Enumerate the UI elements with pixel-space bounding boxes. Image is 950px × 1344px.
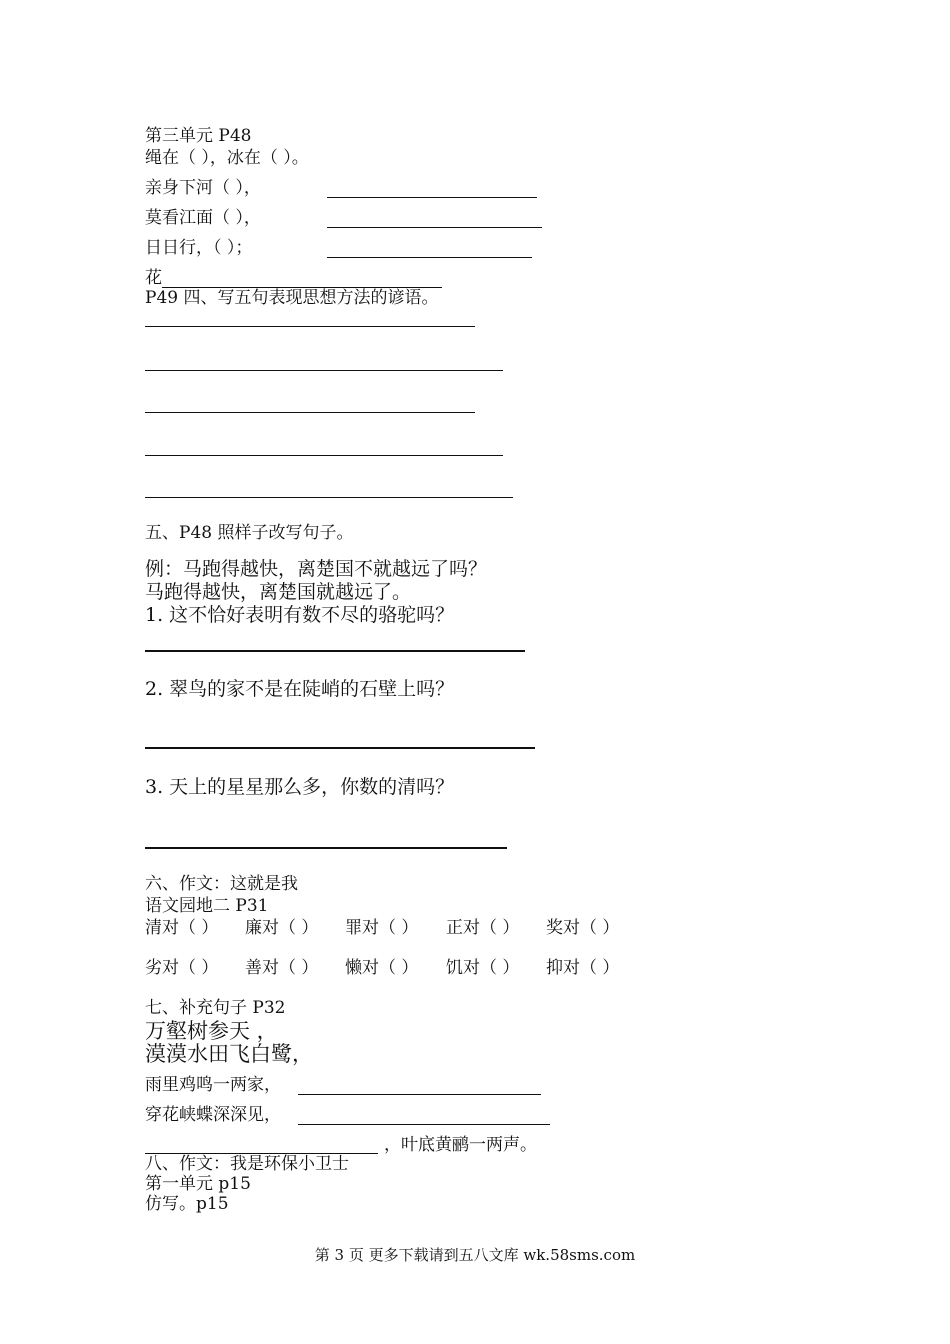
answer-line xyxy=(327,227,542,228)
example-question: 例：马跑得越快，离楚国不就越远了吗？ xyxy=(145,558,488,580)
section-8-title: 八、作文：我是环保小卫士 xyxy=(145,1154,349,1174)
pair-item: 奖对（ ） xyxy=(546,918,620,938)
pair-item: 正对（ ） xyxy=(446,918,520,938)
pair-item: 善对（ ） xyxy=(245,958,319,978)
question-sheng: 绳在（ ），冰在（ ）。 xyxy=(145,148,309,168)
unit-heading: 第三单元 P48 xyxy=(145,126,252,146)
answer-line xyxy=(327,197,537,198)
answer-line xyxy=(298,1124,550,1125)
poem-line-5: ，叶底黄鹂一两声。 xyxy=(384,1135,537,1155)
item-3: 3. 天上的星星那么多，你数的清吗？ xyxy=(145,776,455,798)
item-2: 2. 翠鸟的家不是在陡峭的石壁上吗？ xyxy=(145,678,455,700)
answer-line xyxy=(145,497,513,498)
section-6-title: 六、作文：这就是我 xyxy=(145,874,298,894)
pair-item: 懒对（ ） xyxy=(345,958,419,978)
pair-item: 清对（ ） xyxy=(145,918,219,938)
unit-1-heading: 第一单元 p15 xyxy=(145,1174,251,1194)
answer-line xyxy=(145,747,535,749)
section-7-title: 七、补充句子 P32 xyxy=(145,998,286,1018)
section-5-title: 五、P48 照样子改写句子。 xyxy=(145,523,354,543)
answer-line xyxy=(145,412,475,413)
pair-item: 抑对（ ） xyxy=(546,958,620,978)
question-mokan: 莫看江面（ ）， xyxy=(145,208,261,228)
question-riri: 日日行，（ ）； xyxy=(145,238,253,258)
answer-line xyxy=(145,650,525,652)
question-qinshen: 亲身下河（ ）， xyxy=(145,178,261,198)
answer-line xyxy=(145,370,503,371)
page-footer: 第 3 页 更多下载请到五八文库 wk.58sms.com xyxy=(314,1246,636,1264)
imitate-heading: 仿写。p15 xyxy=(145,1194,229,1214)
pair-item: 廉对（ ） xyxy=(245,918,319,938)
section-4-title: P49 四、写五句表现思想方法的谚语。 xyxy=(145,288,439,308)
poem-line-2: 漠漠水田飞白鹭， xyxy=(145,1042,313,1066)
poem-line-4: 穿花峡蝶深深见， xyxy=(145,1105,281,1125)
example-answer: 马跑得越快，离楚国就越远了。 xyxy=(145,581,412,603)
answer-line xyxy=(298,1094,541,1095)
poem-line-3: 雨里鸡鸣一两家， xyxy=(145,1075,281,1095)
garden-heading: 语文园地二 P31 xyxy=(145,896,269,916)
answer-line xyxy=(145,455,503,456)
question-hua: 花 xyxy=(145,268,162,288)
answer-line xyxy=(145,847,507,849)
answer-line xyxy=(327,257,532,258)
pair-item: 劣对（ ） xyxy=(145,958,219,978)
pair-item: 饥对（ ） xyxy=(446,958,520,978)
poem-line-1: 万壑树参天 ， xyxy=(145,1019,278,1043)
item-1: 1. 这不恰好表明有数不尽的骆驼吗？ xyxy=(145,604,455,626)
answer-line xyxy=(145,326,475,327)
pair-item: 罪对（ ） xyxy=(345,918,419,938)
